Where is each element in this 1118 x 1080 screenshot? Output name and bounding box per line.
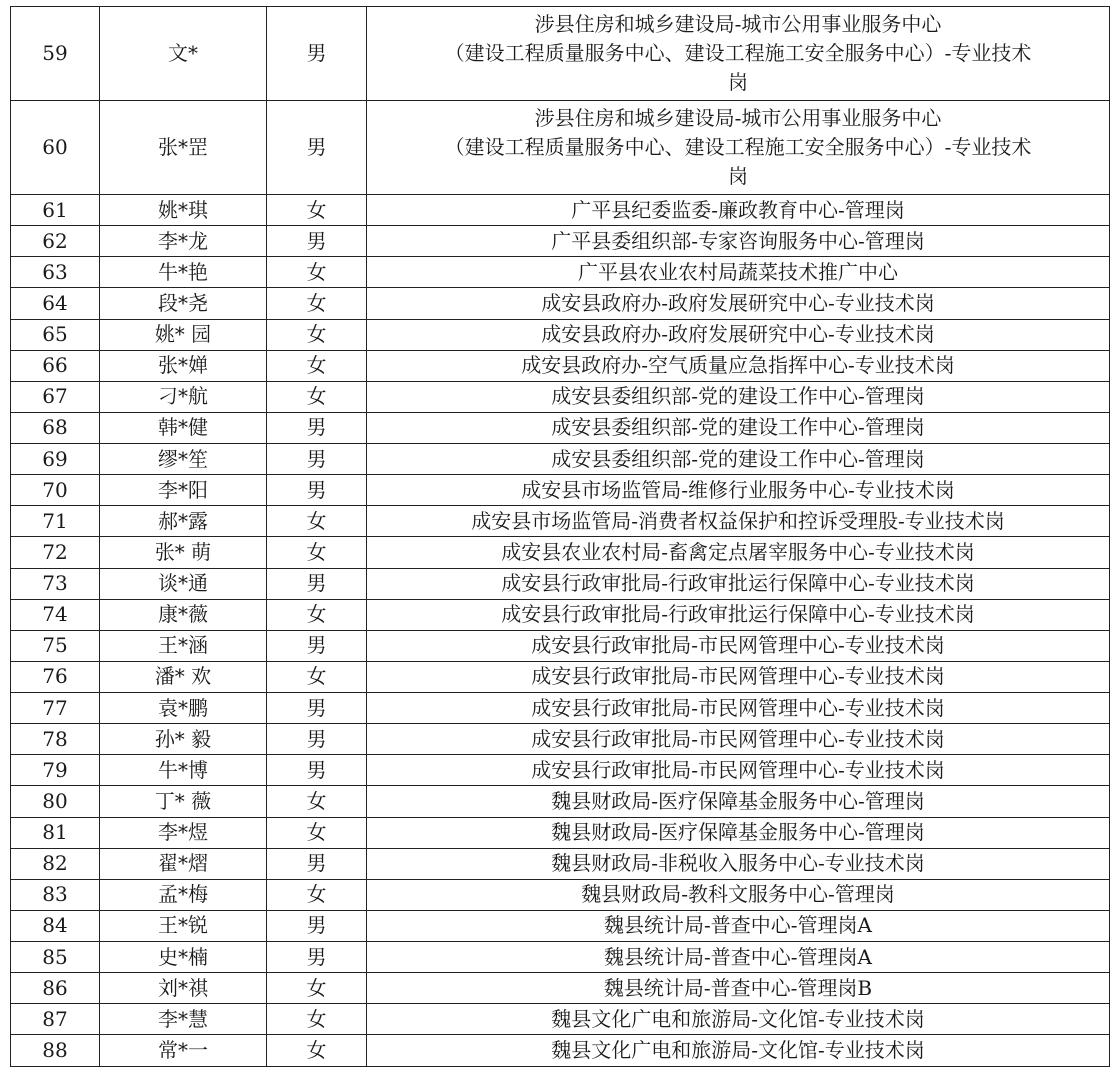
table-row — [11, 910, 1110, 941]
cell-name: 姚*琪 — [100, 195, 267, 226]
cell-number: 63 — [11, 257, 100, 288]
cell-name: 李*煜 — [100, 817, 267, 848]
cell-position: 成安县委组织部-党的建设工作中心-管理岗 — [367, 381, 1110, 412]
cell-name: 牛*博 — [100, 755, 267, 786]
cell-position: 成安县行政审批局-行政审批运行保障中心-专业技术岗 — [367, 568, 1110, 599]
cell-name: 缪*笙 — [100, 444, 267, 475]
cell-name: 常*一 — [100, 1035, 267, 1066]
cell-gender: 女 — [267, 786, 367, 817]
position-line: 涉县住房和城乡建设局-城市公用事业服务中心 — [534, 12, 942, 36]
cell-number: 84 — [11, 910, 100, 941]
cell-name: 孙* 毅 — [100, 724, 267, 755]
cell-number: 67 — [11, 381, 100, 412]
cell-position — [367, 101, 1110, 195]
cell-number: 72 — [11, 537, 100, 568]
table-row — [11, 1035, 1110, 1066]
table-row — [11, 506, 1110, 537]
cell-gender: 女 — [267, 319, 367, 350]
cell-number: 71 — [11, 506, 100, 537]
cell-number: 80 — [11, 786, 100, 817]
cell-name: 李*龙 — [100, 226, 267, 257]
cell-number: 64 — [11, 288, 100, 319]
cell-number: 59 — [11, 7, 100, 101]
table-row — [11, 973, 1110, 1004]
cell-gender: 女 — [267, 537, 367, 568]
table-row — [11, 942, 1110, 973]
cell-name: 王*涵 — [100, 630, 267, 661]
cell-number: 82 — [11, 848, 100, 879]
cell-name: 丁* 薇 — [100, 786, 267, 817]
cell-gender: 男 — [267, 101, 367, 195]
cell-position: 广平县纪委监委-廉政教育中心-管理岗 — [367, 195, 1110, 226]
table-row — [11, 848, 1110, 879]
cell-position: 成安县政府办-空气质量应急指挥中心-专业技术岗 — [367, 350, 1110, 381]
cell-gender: 男 — [267, 444, 367, 475]
cell-name: 张*婵 — [100, 350, 267, 381]
cell-position: 成安县行政审批局-市民网管理中心-专业技术岗 — [367, 630, 1110, 661]
cell-name: 牛*艳 — [100, 257, 267, 288]
cell-position: 魏县统计局-普查中心-管理岗B — [367, 973, 1110, 1004]
cell-position: 成安县行政审批局-市民网管理中心-专业技术岗 — [367, 693, 1110, 724]
cell-number: 75 — [11, 630, 100, 661]
cell-number: 65 — [11, 319, 100, 350]
cell-name: 孟*梅 — [100, 879, 267, 910]
cell-name: 张*罡 — [100, 101, 267, 195]
position-line: （建设工程质量服务中心、建设工程施工安全服务中心）-专业技术 — [444, 41, 1032, 65]
position-line: 涉县住房和城乡建设局-城市公用事业服务中心 — [534, 106, 942, 130]
cell-number: 78 — [11, 724, 100, 755]
personnel-table — [10, 6, 1110, 1067]
table-row — [11, 537, 1110, 568]
cell-gender: 男 — [267, 942, 367, 973]
cell-position: 成安县市场监管局-消费者权益保护和控诉受理股-专业技术岗 — [367, 506, 1110, 537]
cell-gender: 女 — [267, 973, 367, 1004]
table-row — [11, 724, 1110, 755]
cell-gender: 女 — [267, 350, 367, 381]
table-row — [11, 444, 1110, 475]
cell-number: 88 — [11, 1035, 100, 1066]
cell-gender: 男 — [267, 910, 367, 941]
cell-position: 魏县统计局-普查中心-管理岗A — [367, 942, 1110, 973]
table-row — [11, 412, 1110, 443]
cell-name: 张* 萌 — [100, 537, 267, 568]
cell-name: 李*阳 — [100, 475, 267, 506]
cell-gender: 女 — [267, 817, 367, 848]
table-row — [11, 257, 1110, 288]
table-row — [11, 475, 1110, 506]
table-row — [11, 381, 1110, 412]
cell-position: 成安县行政审批局-市民网管理中心-专业技术岗 — [367, 755, 1110, 786]
cell-gender: 女 — [267, 288, 367, 319]
cell-number: 86 — [11, 973, 100, 1004]
cell-gender: 女 — [267, 661, 367, 692]
cell-position: 成安县农业农村局-畜禽定点屠宰服务中心-专业技术岗 — [367, 537, 1110, 568]
cell-number: 74 — [11, 599, 100, 630]
cell-number: 66 — [11, 350, 100, 381]
cell-number: 69 — [11, 444, 100, 475]
cell-position: 魏县财政局-医疗保障基金服务中心-管理岗 — [367, 786, 1110, 817]
table-row — [11, 817, 1110, 848]
table-row — [11, 319, 1110, 350]
table-row — [11, 226, 1110, 257]
table-row — [11, 568, 1110, 599]
cell-gender: 男 — [267, 475, 367, 506]
cell-gender: 女 — [267, 257, 367, 288]
cell-gender: 女 — [267, 1035, 367, 1066]
cell-gender: 女 — [267, 381, 367, 412]
cell-name: 刘*祺 — [100, 973, 267, 1004]
cell-number: 76 — [11, 661, 100, 692]
cell-gender: 女 — [267, 599, 367, 630]
cell-number: 61 — [11, 195, 100, 226]
cell-gender: 女 — [267, 879, 367, 910]
cell-position: 魏县财政局-教科文服务中心-管理岗 — [367, 879, 1110, 910]
table-row — [11, 879, 1110, 910]
table-row — [11, 195, 1110, 226]
cell-position: 成安县委组织部-党的建设工作中心-管理岗 — [367, 444, 1110, 475]
cell-name: 史*楠 — [100, 942, 267, 973]
cell-number: 85 — [11, 942, 100, 973]
table-row — [11, 288, 1110, 319]
cell-name: 翟*熠 — [100, 848, 267, 879]
cell-name: 潘* 欢 — [100, 661, 267, 692]
cell-position: 成安县行政审批局-市民网管理中心-专业技术岗 — [367, 724, 1110, 755]
cell-name: 袁*鹏 — [100, 693, 267, 724]
cell-name: 段*尧 — [100, 288, 267, 319]
cell-name: 郝*露 — [100, 506, 267, 537]
cell-name: 谈*通 — [100, 568, 267, 599]
table-row — [11, 755, 1110, 786]
cell-name: 姚* 园 — [100, 319, 267, 350]
cell-number: 60 — [11, 101, 100, 195]
cell-gender: 男 — [267, 226, 367, 257]
cell-number: 81 — [11, 817, 100, 848]
cell-position: 广平县农业农村局蔬菜技术推广中心 — [367, 257, 1110, 288]
cell-number: 83 — [11, 879, 100, 910]
position-line: （建设工程质量服务中心、建设工程施工安全服务中心）-专业技术 — [444, 135, 1032, 159]
table-body — [11, 7, 1110, 1067]
cell-name: 刁*航 — [100, 381, 267, 412]
table-row — [11, 630, 1110, 661]
cell-gender: 男 — [267, 630, 367, 661]
cell-position: 成安县行政审批局-行政审批运行保障中心-专业技术岗 — [367, 599, 1110, 630]
cell-gender: 男 — [267, 693, 367, 724]
cell-number: 87 — [11, 1004, 100, 1035]
cell-position: 成安县行政审批局-市民网管理中心-专业技术岗 — [367, 661, 1110, 692]
cell-position: 成安县市场监管局-维修行业服务中心-专业技术岗 — [367, 475, 1110, 506]
table-row — [11, 693, 1110, 724]
cell-position: 魏县文化广电和旅游局-文化馆-专业技术岗 — [367, 1004, 1110, 1035]
position-line: 岗 — [728, 70, 748, 94]
cell-gender: 女 — [267, 195, 367, 226]
cell-name: 王*锐 — [100, 910, 267, 941]
table-row — [11, 661, 1110, 692]
cell-position: 成安县政府办-政府发展研究中心-专业技术岗 — [367, 319, 1110, 350]
cell-position: 成安县政府办-政府发展研究中心-专业技术岗 — [367, 288, 1110, 319]
cell-gender: 女 — [267, 1004, 367, 1035]
cell-gender: 男 — [267, 755, 367, 786]
cell-position: 魏县文化广电和旅游局-文化馆-专业技术岗 — [367, 1035, 1110, 1066]
cell-position: 魏县财政局-医疗保障基金服务中心-管理岗 — [367, 817, 1110, 848]
position-line: 岗 — [728, 164, 748, 188]
table-row — [11, 350, 1110, 381]
cell-name: 韩*健 — [100, 412, 267, 443]
cell-number: 68 — [11, 412, 100, 443]
table-row — [11, 599, 1110, 630]
cell-gender: 男 — [267, 412, 367, 443]
cell-gender: 男 — [267, 568, 367, 599]
cell-gender: 男 — [267, 848, 367, 879]
table-row — [11, 101, 1110, 195]
cell-position: 广平县委组织部-专家咨询服务中心-管理岗 — [367, 226, 1110, 257]
cell-name: 李*慧 — [100, 1004, 267, 1035]
cell-number: 79 — [11, 755, 100, 786]
table-row — [11, 7, 1110, 101]
cell-position: 成安县委组织部-党的建设工作中心-管理岗 — [367, 412, 1110, 443]
cell-position — [367, 7, 1110, 101]
cell-number: 62 — [11, 226, 100, 257]
cell-number: 73 — [11, 568, 100, 599]
cell-name: 康*薇 — [100, 599, 267, 630]
table-row — [11, 786, 1110, 817]
cell-gender: 男 — [267, 7, 367, 101]
cell-number: 77 — [11, 693, 100, 724]
cell-number: 70 — [11, 475, 100, 506]
cell-position: 魏县统计局-普查中心-管理岗A — [367, 910, 1110, 941]
cell-name: 文* — [100, 7, 267, 101]
cell-gender: 男 — [267, 724, 367, 755]
cell-position: 魏县财政局-非税收入服务中心-专业技术岗 — [367, 848, 1110, 879]
table-row — [11, 1004, 1110, 1035]
cell-gender: 女 — [267, 506, 367, 537]
